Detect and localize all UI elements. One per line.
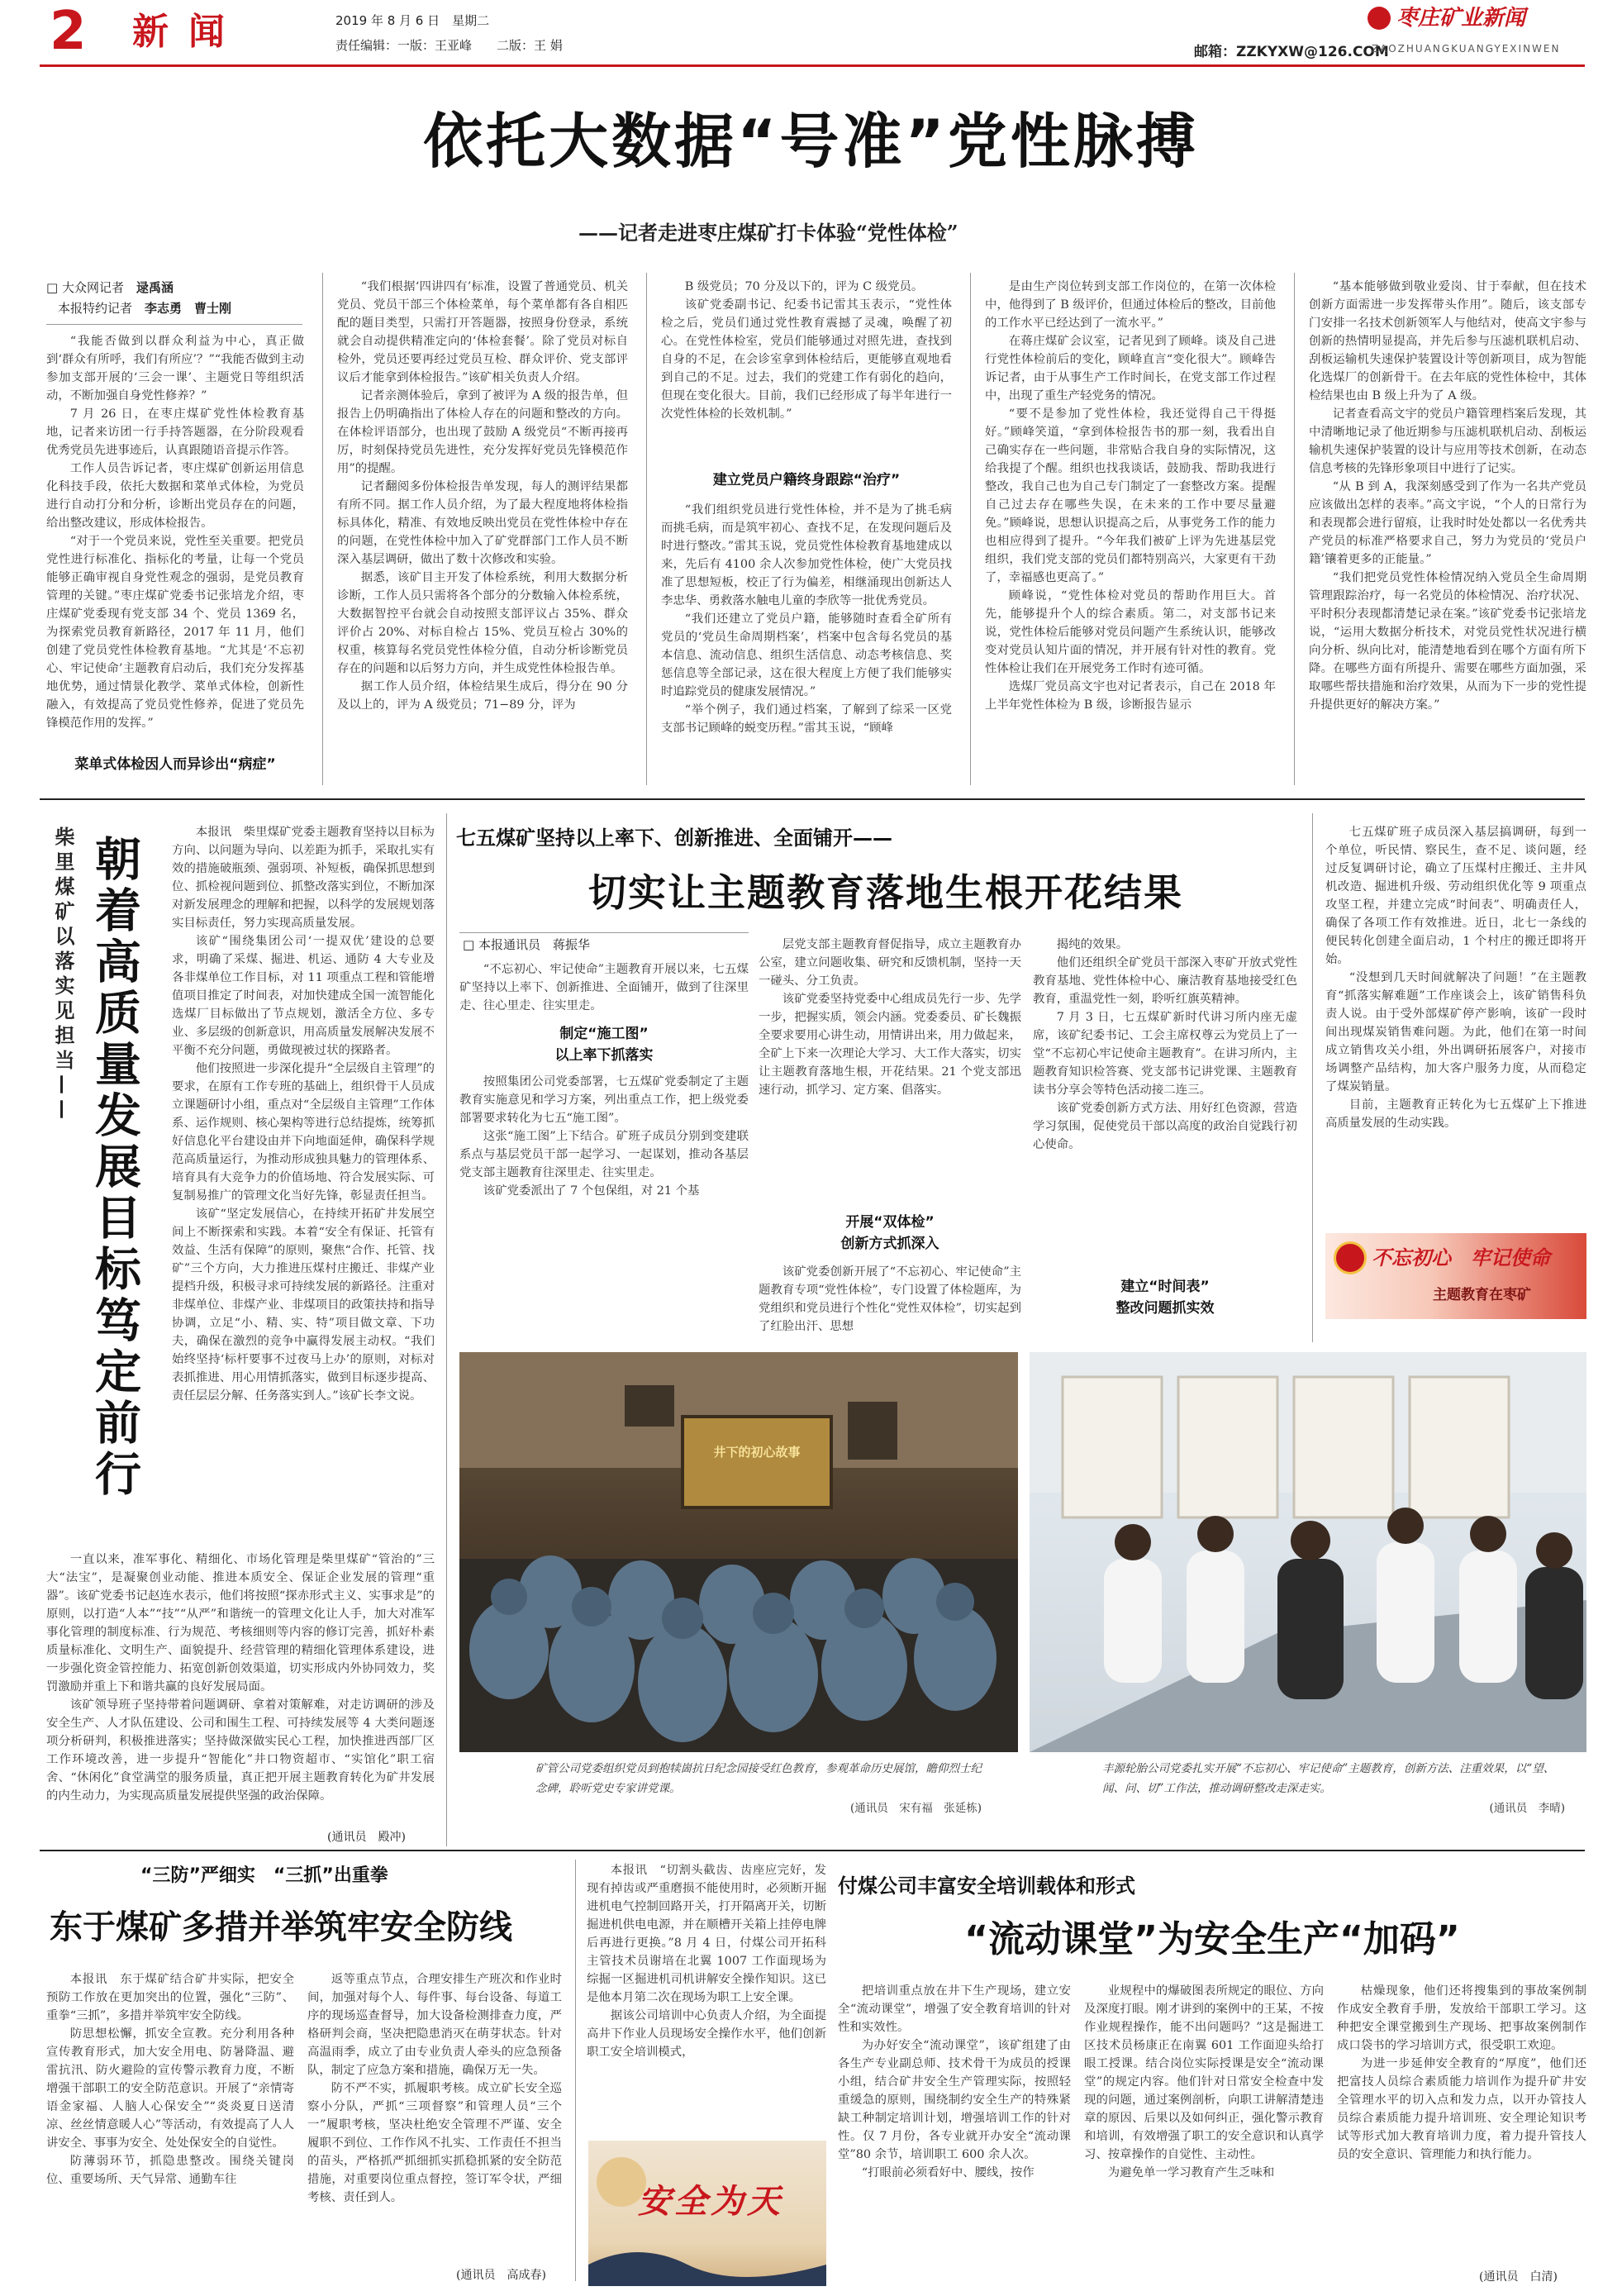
column-rule xyxy=(646,273,647,785)
paragraph: 本报讯 东于煤矿结合矿井实际，把安全预防工作放在更加突出的位置，强化“三防”、重拳“三抓”，多措并举筑牢安全防线。 xyxy=(46,1973,294,2022)
qiwu-col2b xyxy=(759,1263,1021,1337)
paragraph: 防不严不实，抓履职考核。成立矿长安全巡察小分队，严抓“三项督察”和管理人员“三个一”履职考核，坚决杜绝安全管理不严谨、安全履职不到位、工作作风不扎实、工作责任不担当的苗头，严格抓严抓细抓实抓稳抓紧的安全防范措施，对重要岗位重点督控，签订军令状，严细考核、责任到人。 xyxy=(307,2082,562,2204)
page-header xyxy=(0,0,1622,66)
qiwu-sub1: 制定“施工图” 以上率下抓落实 xyxy=(554,1026,654,1064)
qiwu-col2 xyxy=(759,936,1021,1208)
photo-tire-company xyxy=(1030,1352,1586,1752)
classroom-scene xyxy=(459,1352,1018,1752)
qiwu-col1 xyxy=(459,960,749,1020)
issue-date: 2019 年 8 月 6 日 星期二 xyxy=(335,13,490,28)
paragraph: “从 B 到 A，我深刻感受到了作为一名共产党员应该做出怎样的表率。”高文宇说，“个人的日常行为和表现都会进行留痕，让我时时处处都以一名优秀共产党员的标准严格要求自己，努力为党员的‘党员户籍’镶着更多的正能量。” xyxy=(1309,480,1586,566)
right-photo-caption xyxy=(1102,1759,1565,1818)
dongyu-credit: (通讯员 高成春) xyxy=(456,2269,546,2282)
fumei-col1 xyxy=(838,1982,1071,2284)
byline2-label: 本报特约记者 xyxy=(58,301,133,316)
paragraph: 为避免单一学习教育产生乏味和 xyxy=(1107,2166,1275,2179)
chaili-col1-bottom xyxy=(46,1551,435,1823)
paragraph: 防思想松懈，抓安全宣教。充分利用各种宣传教育形式，加大安全用电、防暑降温、避雷抗汛、防火避险的宣传警示教育力度，不断增强干部职工的安全防范意识。开展了“亲情寄语金家福、人脑人心保安全”“炎炎夏日送清凉、丝丝情意暖人心”等活动，有效提高了人人讲安全、事事为安全、处处保安全的自觉性。 xyxy=(46,2027,294,2150)
paragraph: “我们还建立了党员户籍，能够随时查看全矿所有党员的‘党员生命周期档案’，档案中包含每名党员的基本信息、流动信息、组织生活信息、动态考核信息、奖惩信息等全部记录，这在很大程度上方便了我们能够实时追踪党员的健康发展情况。” xyxy=(661,612,952,698)
qiwu-col1b xyxy=(459,1073,749,1336)
lead-col3 xyxy=(661,278,952,464)
paragraph: 一直以来，准军事化、精细化、市场化管理是柴里煤矿“管治的”三大“法宝”，是凝聚创业动能、推进本质安全、保证企业发展的管理“重器”。该矿党委书记赵连水表示，他们将按照“探赤形式主义、实事求是”的原则，以打造“人本”“技”“从严”和谐统一的管理文化让人手，加大对准军事化管理的制度标准、行为规范、考核细则等内容的修订完善，抓好朴素质量标准化、文明生产、面貌提升、经营管理的精细化管理体系建设，进一步强化资金管控能力、拓宽创新创效渠道，切实形成内外协同效力，奖罚激励并重上下和谐共赢的良好发展局面。 xyxy=(46,1553,435,1693)
paragraph: 他们按照进一步深化提升“全层级自主管理”的要求，在原有工作专班的基础上，组织骨干人员成立课题研讨小组，重点对“全层级自主管理”工作体系、运作规则、核心架构等进行总结提炼，统筹抓好信息化平台建设由并下向地面延伸，确保科学规范高质量运行，为推动形成独具魅力的管理体系、培育具有大竞争力的价值场地、符合发展实际、可复制易推广的管理文化当好先锋，彰显责任担当。 xyxy=(172,1062,435,1203)
paragraph: 是由生产岗位转到支部工作岗位的，在第一次体检中，他得到了 B 级评价，但通过体检后的整改，目前他的工作水平已经达到了一流水平。” xyxy=(985,280,1276,330)
meeting-scene xyxy=(1030,1352,1586,1752)
left-caption-credit: (通讯员 宋有福 张延栋) xyxy=(849,1802,982,1815)
section-rule xyxy=(40,798,1585,800)
paper-name: 枣庄矿业新闻 xyxy=(1396,6,1526,31)
paragraph: B 级党员；70 分及以下的，评为 C 级党员。 xyxy=(684,280,924,293)
paragraph: “没想到几天时间就解决了问题！”在主题教育“抓落实解难题”工作座谈会上，该矿销售科负责人说。由于受外部煤矿停产影响，该矿一段时间出现煤炭销售难问题。为此，他们在第一时间成立销售攻关小组，外出调研拓展客户，对接市场调整产品结构，加大客户服务力度，从而稳定了煤炭销量。 xyxy=(1325,971,1586,1093)
paragraph: 该矿党委副书记、纪委书记雷其玉表示，“党性体检之后，党员们通过党性教育震撼了灵魂，唤醒了初心。在党性体检室，党员们能够通过对照先进，查找到自身的不足，在会诊室拿到体检结后，更能够直观地看到自己的不足。过去，我们的党建工作有弱化的趋向，但现在变化很大。目前，我们已经形成了每半年进行一次党性体检的长效机制。” xyxy=(661,298,952,421)
right-caption-text: 丰源轮胎公司党委扎实开展“不忘初心、牢记使命”主题教育，创新方法、注重效果，以“望、闻、问、切”工作法，推动调研整改走深走实。 xyxy=(1102,1762,1555,1795)
dongyu-headline: 东于煤矿多措并举筑牢安全防线 xyxy=(50,1908,512,1946)
paragraph: 记者亲测体验后，拿到了被评为 A 级的报告单，但报告上仍明确指出了体检人存在的问题和整改的方向。在体检评语部分，也出现了鼓励 A 级党员“不断再接再厉，时刻保持党员先进性，充分发挥好党员先锋模范作用”的提醒。 xyxy=(337,389,628,475)
lead-col5 xyxy=(1309,278,1586,785)
qiwu-sub2: 开展“双体检” 创新方式抓深入 xyxy=(840,1214,939,1252)
screen-text: 井下的初心故事 xyxy=(713,1445,801,1460)
byline1-label: □ 大众网记者 xyxy=(46,280,124,295)
column-rule xyxy=(970,273,971,785)
paragraph: “我们根据‘四讲四有’标准，设置了普通党员、机关党员、党员干部三个体检菜单，每个菜单都有各自相匹配的题目类型，只需打开答题器，按照身份登录，系统就会自动提供精准定向的‘体检套餐’。除了党员对标自检外，党员还要再经过党员互检、群众评价、党支部评议后才能拿到体检报告。”该矿相关负责人介绍。 xyxy=(337,280,628,384)
paragraph: “打眼前必须看好中、腰线，按作 xyxy=(861,2166,1035,2179)
banner-subtitle: 主题教育在枣矿 xyxy=(1433,1287,1531,1303)
paragraph: “要不是参加了党性体检，我还觉得自己干得挺好。”顾峰笑道，“拿到体检报告书的那一刻，我看出自己确实存在一些问题，非常贴合我自身的实际情况，这给我提了个醒。组织也找我谈话，鼓励我、帮助我进行整改，我自己也为自己专门制定了一套整改方案。提醒自己过去存在哪些失误，在未来的工作中要尽量避免。”顾峰说，思想认识提高之后，从事党务工作的能力也相应得到了提升。“今年我们被矿上评为先进基层党组织，我们党支部的党员们都特别高兴，大家更有干劲了，幸福感也更高了。” xyxy=(985,407,1276,584)
paragraph: 工作人员告诉记者，枣庄煤矿创新运用信息化科技手段，依托大数据和菜单式体检，为党员进行自动打分和分析，诊断出党员存在的问题，给出整改建议，形成体检报告。 xyxy=(46,462,304,530)
lead-col3-subhead: 建立党员户籍终身跟踪“治疗” xyxy=(712,472,901,488)
qiwu-byline: □ 本报通讯员 蒋振华 xyxy=(463,937,590,952)
banner-title: 不忘初心 牢记使命 xyxy=(1372,1246,1550,1269)
safety-logo-text: 安全为天 xyxy=(638,2182,783,2221)
byline1-name: 逯禹涵 xyxy=(136,280,174,295)
paragraph: 该矿党委创新开展了“不忘初心、牢记使命”主题教育专项“党性体检”，专门设置了体检题库，为党组织和党员进行个性化“党性双体检”，切实起到了红脸出汗、思想 xyxy=(759,1265,1021,1333)
paragraph: 该矿“围绕集团公司‘一提双优’建设的总要求，明确了采煤、掘进、机运、通防 4 大专业及各非煤单位工作目标，对 11 项重点工程和管能增值项目推定了时间表，对加快建成全国一流智能化选煤厂目标做出了节点规划，激活全方位、多专业、多层级的创新意识，用高质量发展解决发展不平衡不充分问题，勇做现被过状的探路者。 xyxy=(172,935,435,1057)
paragraph: 顾峰说，“党性体检对党员的帮助作用巨大。首先，能够提升个人的综合素质。第二，对支部书记来说，党性体检后能够对党员问题产生系统认识，能够改变对党员认知片面的情况，并开展有针对性的教育。党性体检让我们在开展党务工作时有迹可循。 xyxy=(985,589,1276,675)
qiwu-sub3: 建立“时间表” 整改问题抓实效 xyxy=(1115,1279,1215,1317)
column-rule xyxy=(446,813,447,1846)
paragraph: 该矿党委创新方式方法、用好红色资源，营造学习氛围，促使党员干部以高度的政治自觉践行初心使命。 xyxy=(1033,1102,1297,1151)
column-rule xyxy=(1294,273,1295,785)
paragraph: 防薄弱环节，抓隐患整改。围绕关键岗位、重要场所、天气异常、通勤车往 xyxy=(46,2155,294,2186)
paragraph: 该矿党委坚持党委中心组成员先行一步、先学一步，把握实质，领会内涵。党委委员、矿长魏振全要求要用心讲生动，用情讲出来，用力做起来，全矿上下来一次理论大学习、大工作大落实，切实让主题教育落地生根，开花结果。21 个党支部迅速行动，抓学习、定方案、倡落实。 xyxy=(759,993,1021,1097)
paragraph: 为办好安全“流动课堂”，该矿组建了由各生产专业副总师、技术骨干为成员的授课小组，结合矿井安全生产管理实际，按照轻重缓急的原则，围绕制约安全生产的特殊紧缺工种制定培训计划，增强培训工作的针对性。仅 7 月份，各专业就开办安全“流动课堂”80 余节，培训职工 600 余人次。 xyxy=(838,2039,1071,2161)
paragraph: 该矿党委派出了 7 个包保组，对 21 个基 xyxy=(483,1184,700,1198)
paragraph: “基本能够做到敬业爱岗、甘于奉献，但在技术创新方面需进一步发挥带头作用”。随后，该支部专门安排一名技术创新领军人与他结对，使高文宇参与创新的热情明显提高，并先后参与压滤机联机启动、刮板运输机失速保护装置设计等创新项目，成为智能化选煤厂的创新骨干。在去年底的党性体检中，其体检结果也由 B 级上升为了 A 级。 xyxy=(1309,280,1586,403)
dongyu-kicker: “三防”严细实 “三抓”出重拳 xyxy=(140,1865,388,1886)
paragraph: 返等重点节点，合理安排生产班次和作业时间，加强对每个人、每件事、每台设备、每道工序的现场巡查督导，加大设备检测排查力度，严格研判会商，坚决把隐患消灭在萌芽状态。针对高温雨季，成立了由专业负责人牵头的应急预备队，制定了应急方案和措施，确保万无一失。 xyxy=(307,1973,562,2077)
fumei-kicker: 付煤公司丰富安全培训载体和形式 xyxy=(838,1874,1135,1898)
section-title: 新闻 xyxy=(132,11,245,53)
paragraph: 在蒋庄煤矿会议室，记者见到了顾峰。谈及自己进行党性体检前后的变化，顾峰直言“变化很大”。顾峰告诉记者，由于从事生产工作时间长，在党支部工作过程中，出现了重生产轻党务的情况。 xyxy=(985,335,1276,403)
qiwu-kicker: 七五煤矿坚持以上率下、创新推进、全面铺开—— xyxy=(456,826,892,850)
safety-logo xyxy=(588,2141,826,2286)
photo-red-education xyxy=(459,1352,1018,1752)
paragraph: 他们还组织全矿党员干部深入枣矿开放式党性教育基地、党性体检中心、廉洁教育基地接受红色教育，重温党性一刻，聆听红旗英精神。 xyxy=(1033,956,1297,1006)
byline-rule xyxy=(46,324,302,325)
header-rule xyxy=(40,64,1585,67)
paragraph: 选煤厂党员高文宇也对记者表示，自己在 2018 年上半年党性体检为 B 级，诊断报告显示 xyxy=(985,680,1276,712)
paragraph: 层党支部主题教育督促指导，成立主题教育办公室，建立问题收集、研究和反馈机制，坚持一天一碰头、分工负责。 xyxy=(759,938,1021,988)
paragraph: 七五煤矿班子成员深入基层搞调研，每到一个单位，听民情、察民生，查不足、谈问题，经过反复调研讨论，确立了压煤村庄搬迁、主井风机改造、掘进机升级、劳动组织优化等 9 项重点攻坚工程，并建立完成“时间表”、明确责任人，确保了各项工作有效推进。近日，北七一条线的便民转化创建全面启动，1 个村庄的搬迁即将开始。 xyxy=(1325,826,1586,966)
paragraph: “不忘初心、牢记使命”主题教育开展以来，七五煤矿坚持以上率下、创新推进、全面铺开，做到了往深里走、往心里走、往实里走。 xyxy=(459,963,749,1012)
paragraph: “我们把党员党性体检情况纳入党员全生命周期管理跟踪治疗，每一名党员的体检情况、治疗状况、平时积分表现都清楚记录在案。”该矿党委书记张培龙说，“运用大数据分析技术，对党员党性状况进行横向分析、纵向比对，能清楚地看到在哪个方面有所下降。在哪些方面有所提升、需要在哪些方面加强，采取哪些帮扶措施和治疗效果，从而为下一步的党性提升提供更好的解决方案。” xyxy=(1309,571,1586,712)
paragraph: 7 月 26 日，在枣庄煤矿党性体检教育基地，记者来访团一行手持答题器，在分阶段观看优秀党员先进事迹后，认真跟随语音提示作答。 xyxy=(46,407,304,457)
party-emblem-icon xyxy=(1334,1241,1367,1274)
dongyu-col2 xyxy=(307,1970,562,2261)
right-caption-credit: (通讯员 李晴) xyxy=(1489,1802,1565,1815)
paragraph: 据悉，该矿目主开发了体检系统，利用大数据分析诊断，工作人员只需将各个部分的分数输入体检系统，大数据智控平台就会自动按照支部评议占 35%、群众评价占 20%、对标自检占 15%、党员互检占 30%的权重，核算每名党员党性体检分值，自动分析诊断党员存在的问题和以后努力方向，并生成党性体检报告单。 xyxy=(337,571,628,675)
paragraph: 该矿“坚定发展信心，在持续开拓矿井发展空间上不断探索和实践。本着“安全有保证、托管有效益、生活有保障”的原则，聚焦“合作、托管、找矿”三个方向，大力推进压煤村庄搬迁、非煤产业提档升级，积极寻求可持续发展的新路径。注重对非煤单位、非煤产业、非煤项目的政策扶持和指导协调，立足“小、精、实、特”项目做文章、下功夫，确保在激烈的竞争中赢得发展主动权。“我们始终坚持‘标杆要事不过夜马上办’的原则，对标对表抓推进、用心用情抓落实，做到目标逐步提高、责任层层分解、任务落实到人。”该矿长李文说。 xyxy=(172,1208,435,1403)
fumei-credit: (通讯员 白清) xyxy=(1479,2270,1558,2284)
section-rule xyxy=(40,1850,1585,1851)
lead-col1-subhead: 菜单式体检因人而异诊出“病症” xyxy=(74,756,276,773)
paragraph: “对于一个党员来说，党性至关重要。把党员党性进行标准化、指标化的考量，让每一个党员能够正确审视自身党性观念的强弱，是党员教育管理的关键。”枣庄煤矿党委书记张培龙介绍，枣庄煤矿党委现有党支部 34 个、党员 1369 名，为探索党员教育新路径，2017 年 11 月，他们创建了党员党性体检教育基地。“尤其是‘不忘初心、牢记使命’主题教育启动后，我们充分发挥基地优势，通过情景化教学、菜单式体检，创新性融入，有效提高了党员党性修养，促进了党员先锋模范作用的发挥。” xyxy=(46,535,304,730)
chaili-kicker: 柴里煤矿以落实见担当—— xyxy=(51,826,74,1124)
qiwu-headline: 切实让主题教育落地生根开花结果 xyxy=(588,870,1183,915)
lead-subheadline: ——记者走进枣庄煤矿打卡体验“党性体检” xyxy=(578,221,958,245)
column-rule xyxy=(1312,813,1313,1342)
qiwu-byline-rule xyxy=(459,932,749,933)
paragraph: 把培训重点放在井下生产现场，建立安全“流动课堂”，增强了安全教育培训的针对性和实效性。 xyxy=(838,1984,1071,2034)
chaili-headline: 朝着高质量发展目标笃定前行 xyxy=(88,835,141,1501)
qiwu-col4 xyxy=(1325,823,1586,1223)
fumei-col3 xyxy=(1337,1982,1586,2263)
email: 邮箱：ZZKYXW@126.COM xyxy=(1194,44,1389,60)
paragraph: 业规程中的爆破图表所规定的眼位、方向及深度打眼。刚才讲到的案例中的王某，不按作业规程操作，能不出问题吗？”这是掘进工区技术员杨康正在南翼 601 工作面迎头给打眼工授课。结合岗位实际授课是安全“流动课堂”的规定内容。他们针对日常安全检查中发现的问题，通过案例剖析，向职工讲解清楚违章的原因、后果以及如何纠正，强化警示教育和培训，有效增强了职工的安全意识和认真学习、按章操作的自觉性、主动性。 xyxy=(1084,1984,1324,2161)
paragraph: 为进一步延伸安全教育的“厚度”，他们还把富技人员综合素质能力培训作为提升矿井安全管理水平的切入点和发力点，以开办管技人员综合素质能力提升培训班、安全理论知识考试等形式加大教育培训力度，着力提升管技人员的安全意识、管理能力和执行能力。 xyxy=(1337,2057,1586,2161)
lead-col4 xyxy=(985,278,1276,785)
paragraph: “举个例子，我们通过档案，了解到了综采一区党支部书记顾峰的蜕变历程。”雷其玉说，“顾峰 xyxy=(661,703,952,735)
paragraph: 据工作人员介绍，体检结果生成后，得分在 90 分及以上的，评为 A 级党员；71−89 分，评为 xyxy=(337,680,628,712)
paragraph: “我们组织党员进行党性体检，并不是为了挑毛病而挑毛病，而是筑牢初心、查找不足，在发现问题后及时进行整改。”雷其玉说，党员党性体检教育基地建成以来，先后有 4100 余人次参加党性体检，使广大党员找准了思想短板，校正了行为偏差，相继涌现出创新达人李忠华、勇救落水触电儿童的李欣等一批优秀党员。 xyxy=(661,503,952,607)
fumei-headline: “流动课堂”为安全生产“加码” xyxy=(964,1918,1460,1960)
chaili-credit: (通讯员 殿冲) xyxy=(327,1831,406,1844)
paragraph: 枯燥现象，他们还将搜集到的事故案例制作成安全教育手册，发放给干部职工学习。这种把安全课堂搬到生产现场、把事故案例制作成口袋书的学习培训方式，很受职工欢迎。 xyxy=(1337,1984,1586,2052)
paragraph: 目前，主题教育正转化为七五煤矿上下推进高质量发展的生动实践。 xyxy=(1325,1098,1586,1130)
fumei-col2 xyxy=(1084,1982,1324,2284)
dongyu-col1 xyxy=(46,1970,294,2281)
paragraph: 该矿领导班子坚持带着问题调研、拿着对策解难，对走访调研的涉及安全生产、人才队伍建设、公司和围生工程、可持续发展等 4 大类问题逐项分析研判，积极推进落实；坚持做深做实民心工程，加快推进西部厂区工作环境改善，进一步提升“智能化”井口物资超市、“实馆化”职工宿舍、“休闲化”食堂满堂的服务质量，真正把开展主题教育转化为矿井发展的内生动力，为实现高质量发展提供坚强的政治保障。 xyxy=(46,1698,435,1803)
lead-col3b xyxy=(661,501,952,785)
paragraph: 记者翻阅多份体检报告单发现，每人的测评结果都有所不同。据工作人员介绍，为了最大程度地将体检指标具体化，精准、有效地反映出党员在党性体检中存在的问题，在党性体检中加入了矿党群部门工作人员不断深入基层调研，做出了数十次修改和实验。 xyxy=(337,480,628,566)
paper-pinyin: ZAOZHUANGKUANGYEXINWEN xyxy=(1372,43,1561,55)
paragraph: 7 月 3 日，七五煤矿新时代讲习所内座无虚席，该矿纪委书记、工会主席权尊云为党员上了一堂“不忘初心牢记使命主题教育”。在讲习所内，主题教育知识检答赛、党支部书记讲党课、主题教育读书分享会等特色活动接二连三。 xyxy=(1033,1011,1297,1097)
lead-col1 xyxy=(46,332,304,745)
paragraph: 本报讯 “切割头截齿、齿座应完好，发现有掉齿或严重磨损不能使用时，必须断开掘进机电气控制回路开关，打开隔离开关，切断掘进机供电电源，并在顺槽开关箱上挂停电牌后再进行更换。”8 月 4 日，付煤公司开拓科主管技术员谢培在北翼 1007 工作面现场为综掘一区掘进机司机讲解安全操作知识。这已是他本月第二次在现场为职工上安全课。 xyxy=(587,1864,826,2004)
editor-line: 责任编辑：一版：王亚峰 二版：王 娟 xyxy=(335,38,563,53)
paragraph: 按照集团公司党委部署，七五煤矿党委制定了主题教育实施意见和学习方案，列出重点工作，把上级党委部署要求转化为七五“施工图”。 xyxy=(459,1075,749,1125)
paragraph: 揭纯的效果。 xyxy=(1056,938,1129,951)
paragraph: 这张“施工图”上下结合。矿班子成员分别到变建联系点与基层党员干部一起学习、一起谋划，推动各基层党支部主题教育往深里走、往实里走。 xyxy=(459,1130,749,1179)
qiwu-col3 xyxy=(1033,936,1297,1263)
column-rule xyxy=(322,273,323,785)
paragraph: 记者查看高文宇的党员户籍管理档案后发现，其中清晰地记录了他近期参与压滤机联机启动、刮板运输机失速保护装置的设计与应用等技术创新，在动态信息考核的先锋形象项目中进行了记实。 xyxy=(1309,407,1586,475)
page-number: 2 xyxy=(50,1,87,62)
paragraph: 本报讯 柴里煤矿党委主题教育坚持以目标为方向、以问题为导向、以差距为抓手，采取扎实有效的措施破瓶颈、强弱项、补短板，确保抓思想到位、抓检视问题到位、抓整改落实到位，不断加深对新发展理念的理解和把握，以科学的发展规划落实目标责任，努力实现高质量发展。 xyxy=(172,826,435,930)
byline2-name: 李志勇 曹士刚 xyxy=(145,301,232,316)
left-photo-caption xyxy=(535,1759,982,1818)
left-caption-text: 矿管公司党委组织党员到抱犊崮抗日纪念园接受红色教育，参观革命历史展馆，瞻仰烈士纪念碑，聆听党史专家讲党课。 xyxy=(535,1762,982,1795)
paper-logo-icon xyxy=(1368,7,1391,30)
paragraph: “我能否做到以群众利益为中心，真正做到‘群众有所呼，我们有所应’？”“我能否做到主动参加支部开展的‘三会一课’、主题党日等组织活动，不断加强自身党性修养？” xyxy=(46,335,304,403)
theme-banner xyxy=(1325,1233,1586,1319)
column-rule xyxy=(575,1860,576,2281)
lead-headline: 依托大数据“号准”党性脉搏 xyxy=(423,107,1199,176)
lead-col2 xyxy=(337,278,628,785)
fumei-col0 xyxy=(587,1861,826,2136)
paragraph: 据该公司培训中心负责人介绍，为全面提高井下作业人员现场安全操作水平，他们创新职工安全培训模式， xyxy=(587,2009,826,2059)
lead-byline xyxy=(46,278,302,319)
